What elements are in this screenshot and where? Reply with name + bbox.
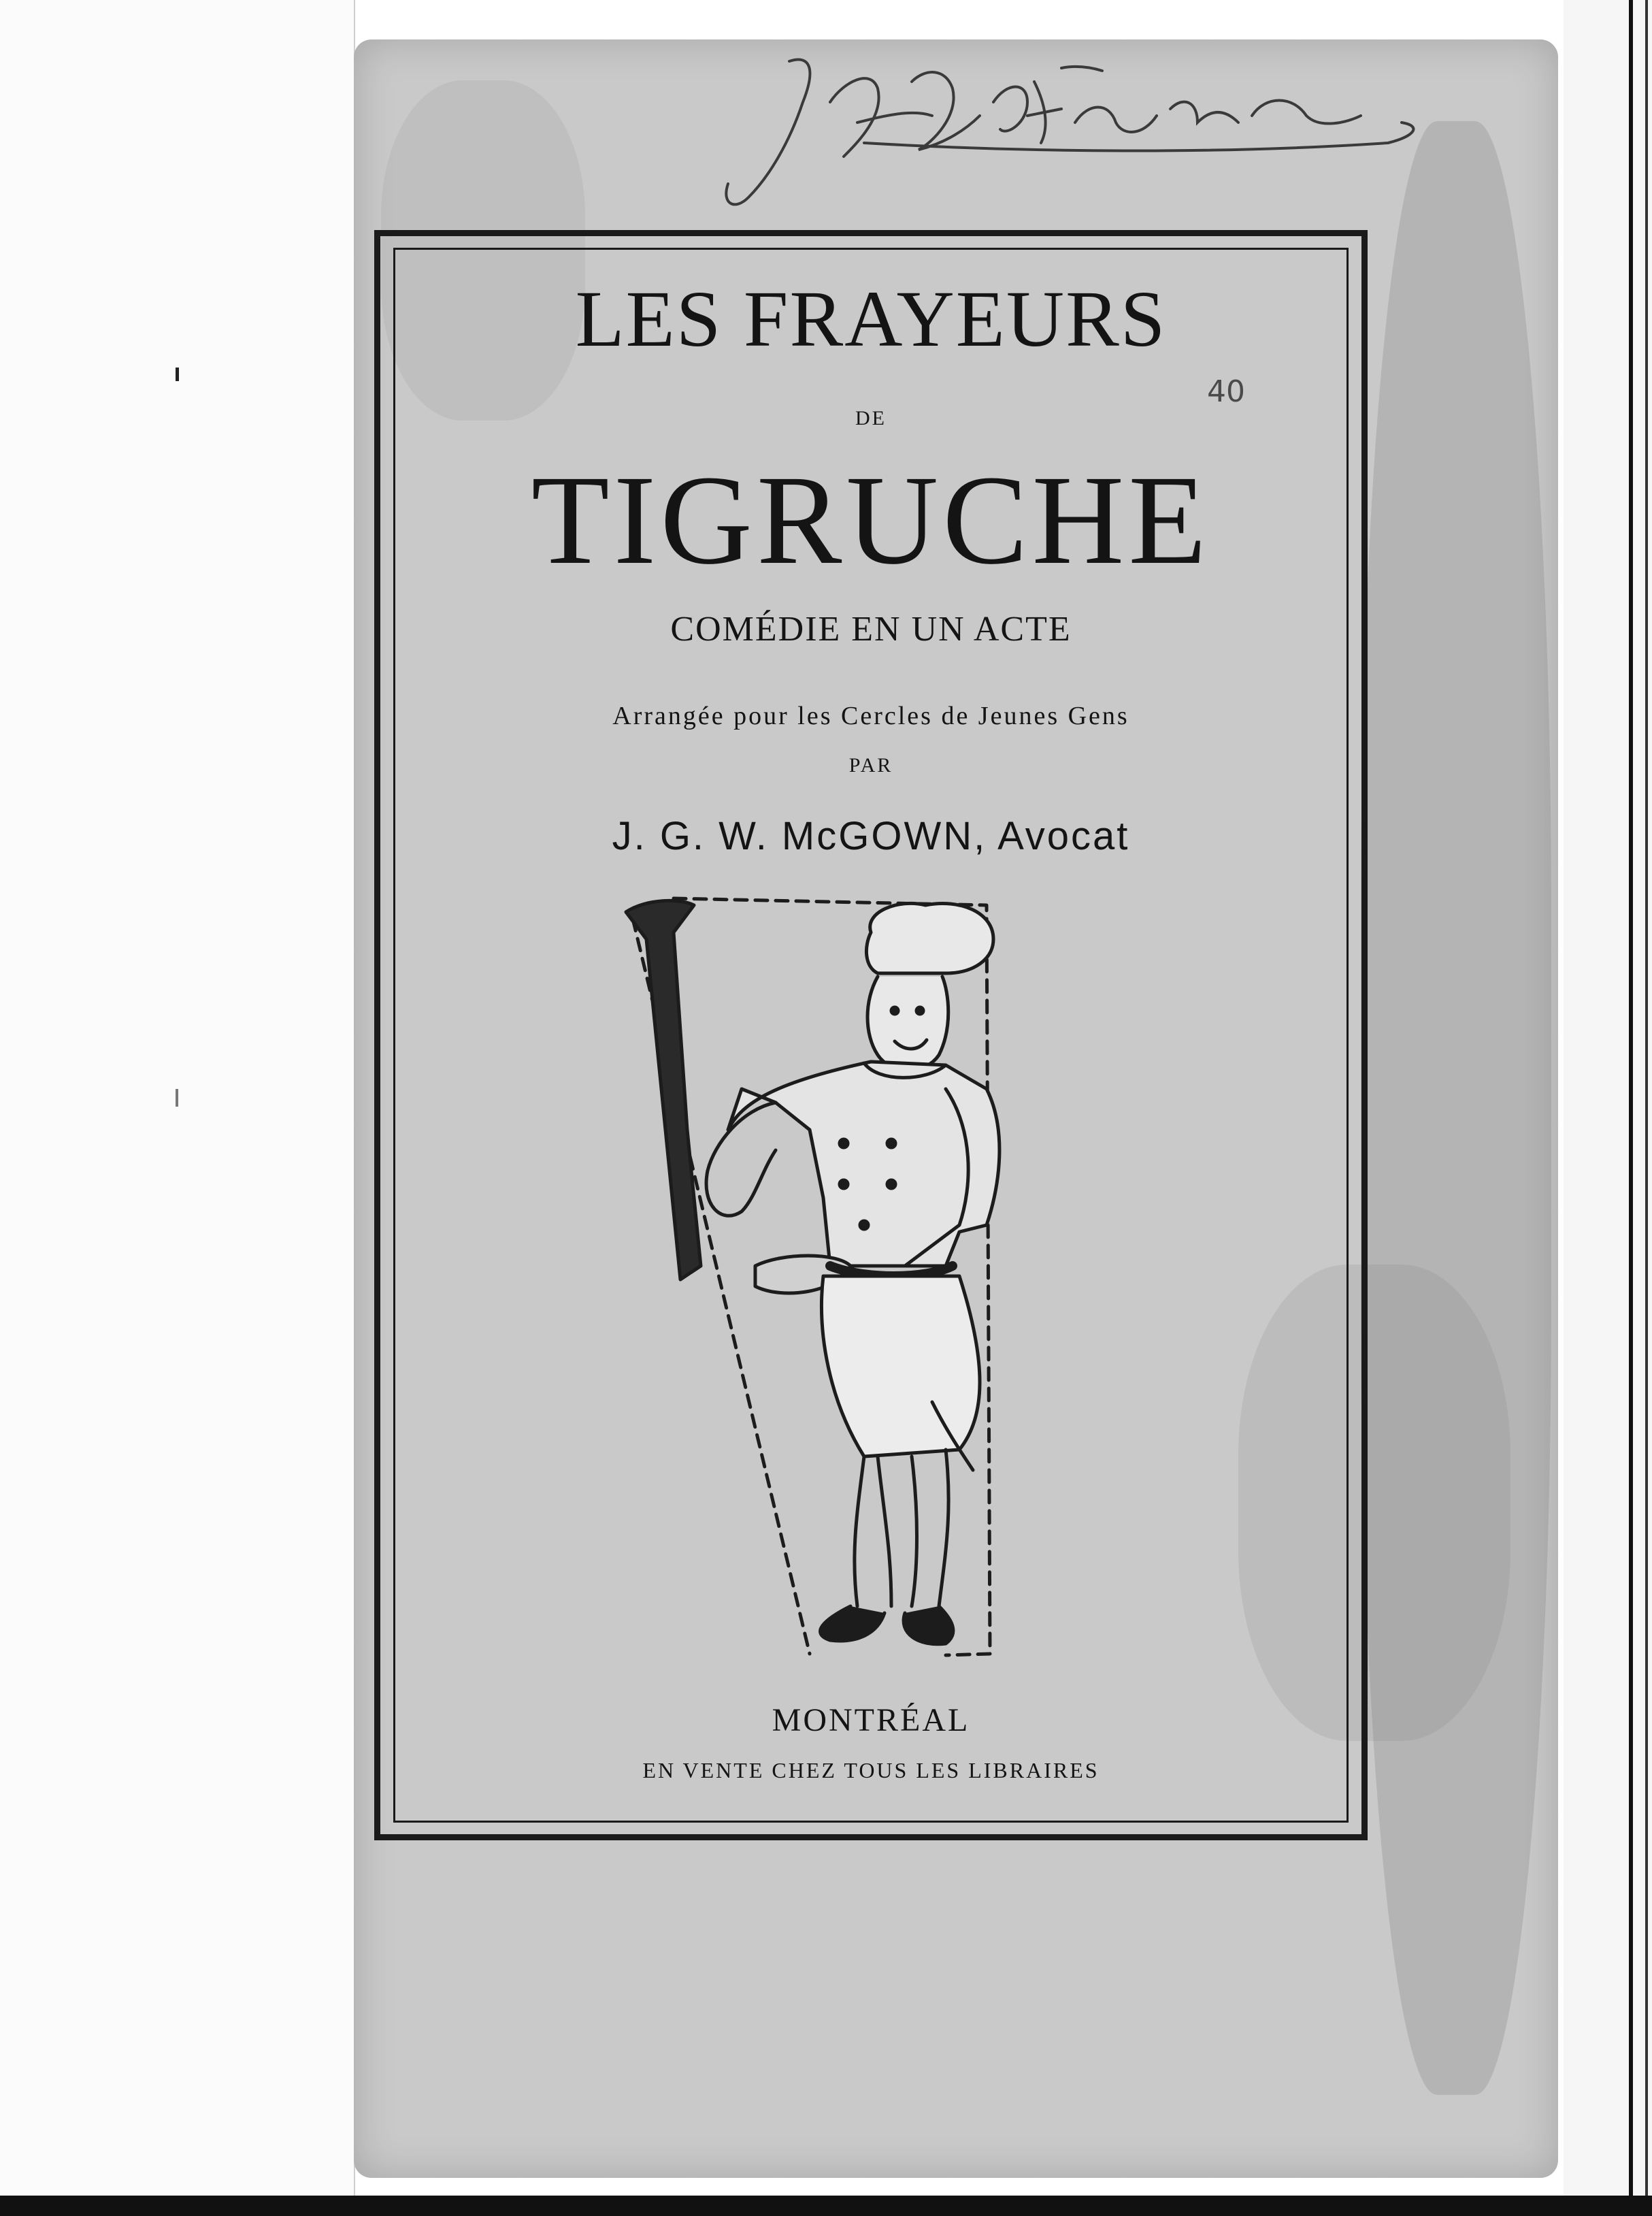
chef-illustration bbox=[606, 885, 1027, 1688]
author-name: J. G. W. McGOWN, Avocat bbox=[612, 814, 1130, 858]
chef-shoe bbox=[904, 1606, 953, 1644]
right-edge-rule bbox=[1629, 0, 1633, 2216]
chef-legs bbox=[855, 1450, 948, 1606]
binding-mark bbox=[176, 368, 179, 381]
title-line-1: LES FRAYEURS bbox=[575, 274, 1167, 363]
scan-bottom-edge bbox=[0, 2196, 1652, 2216]
facing-page bbox=[0, 0, 355, 2216]
handwritten-signature bbox=[708, 41, 1442, 225]
by-label: PAR bbox=[848, 754, 893, 777]
subtitle: COMÉDIE EN UN ACTE bbox=[670, 610, 1072, 649]
paper-stain bbox=[1361, 121, 1551, 2095]
publication-city: MONTRÉAL bbox=[772, 1702, 970, 1738]
chef-shoe bbox=[821, 1606, 885, 1641]
chef-head bbox=[868, 977, 948, 1071]
title-line-2: TIGRUCHE bbox=[531, 449, 1211, 591]
bottle bbox=[626, 900, 701, 1280]
chef-hat bbox=[866, 903, 993, 973]
title-connector: DE bbox=[855, 407, 887, 429]
sale-note: EN VENTE CHEZ TOUS LES LIBRAIRES bbox=[642, 1758, 1100, 1782]
right-edge-rule bbox=[1645, 0, 1648, 2216]
chef-apron bbox=[822, 1276, 980, 1456]
binding-mark bbox=[176, 1089, 178, 1107]
pencil-number: 40 bbox=[1207, 374, 1245, 409]
right-page-edge bbox=[1564, 0, 1652, 2216]
arrangement-note: Arrangée pour les Cercles de Jeunes Gens bbox=[612, 702, 1129, 730]
